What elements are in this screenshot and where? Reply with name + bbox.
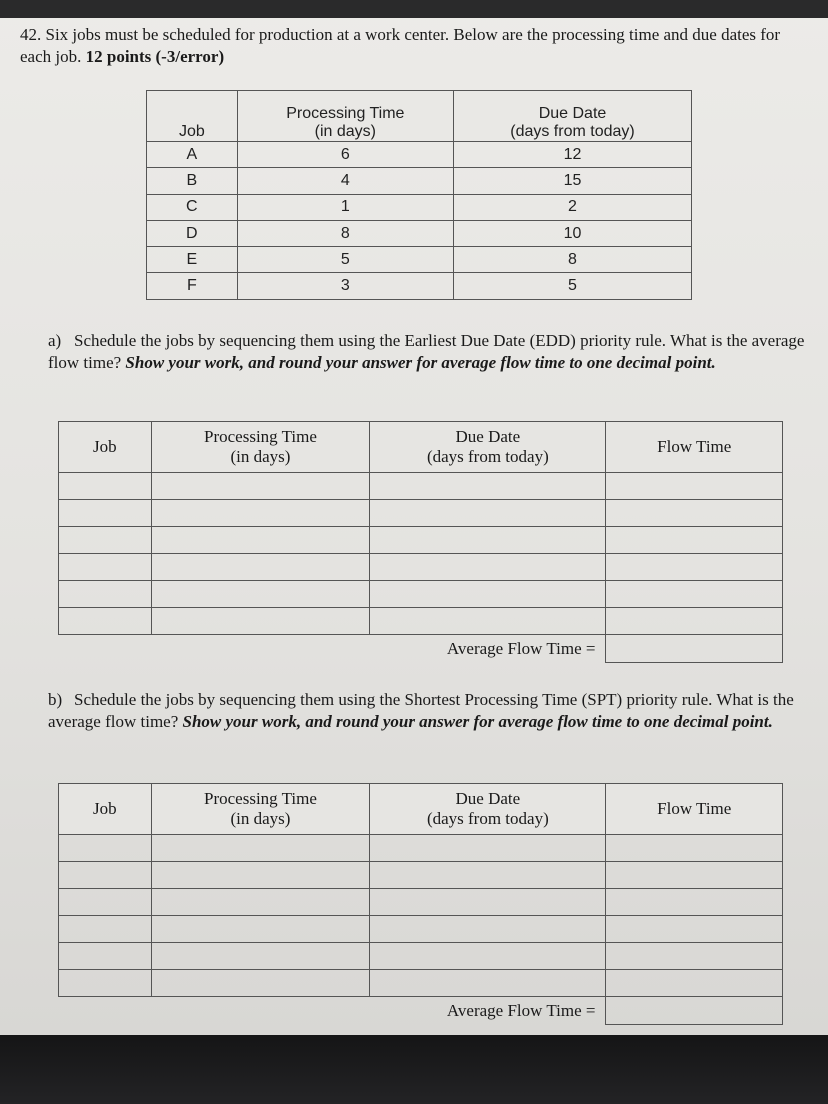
edd-header-due: Due Date (days from today)	[370, 422, 606, 473]
due-entry[interactable]	[370, 473, 606, 500]
processing-entry[interactable]	[151, 554, 369, 581]
edd-header-job: Job	[59, 422, 152, 473]
processing-entry[interactable]	[151, 581, 369, 608]
part-a-label: a)	[48, 331, 62, 350]
table-row[interactable]	[59, 916, 783, 943]
due-entry[interactable]	[370, 916, 606, 943]
given-header-job: Job	[147, 91, 238, 142]
table-row[interactable]	[59, 608, 783, 635]
due-entry[interactable]	[370, 862, 606, 889]
spt-table-header	[59, 784, 783, 835]
question-intro	[20, 24, 810, 68]
edd-header-processing: Processing Time (in days)	[151, 422, 369, 473]
edd-average-row	[59, 635, 783, 663]
processing-entry[interactable]	[151, 970, 369, 997]
job-cell: D	[147, 220, 238, 246]
table-row[interactable]	[59, 889, 783, 916]
processing-entry[interactable]	[151, 527, 369, 554]
table-row	[147, 273, 692, 299]
part-a-emphasis: Show your work, and round your answer for average flow time to one decimal point.	[125, 353, 716, 372]
table-row	[147, 142, 692, 168]
part-a-prompt	[48, 330, 818, 374]
job-cell: F	[147, 273, 238, 299]
part-b-text: Schedule the jobs by sequencing them using the Shortest Processing Time (SPT) priority rule. What is the average flow time?	[48, 690, 794, 731]
processing-entry[interactable]	[151, 862, 369, 889]
due-cell: 5	[453, 273, 691, 299]
given-table-header	[147, 91, 692, 142]
table-row[interactable]	[59, 835, 783, 862]
flow-entry[interactable]	[606, 835, 783, 862]
edd-table-header	[59, 422, 783, 473]
flow-entry[interactable]	[606, 473, 783, 500]
processing-entry[interactable]	[151, 608, 369, 635]
due-cell: 15	[453, 168, 691, 194]
due-entry[interactable]	[370, 500, 606, 527]
processing-entry[interactable]	[151, 943, 369, 970]
given-header-due: Due Date (days from today)	[453, 91, 691, 142]
question-intro-text: 42. Six jobs must be scheduled for production at a work center. Below are the processing time and due dates for each job.	[20, 25, 781, 66]
edd-average-label: Average Flow Time =	[59, 635, 606, 663]
processing-cell: 8	[237, 220, 453, 246]
spt-average-label: Average Flow Time =	[59, 997, 606, 1025]
job-entry[interactable]	[59, 608, 152, 635]
job-entry[interactable]	[59, 500, 152, 527]
due-entry[interactable]	[370, 970, 606, 997]
table-row[interactable]	[59, 500, 783, 527]
job-cell: B	[147, 168, 238, 194]
question-points: 12 points (-3/error)	[85, 47, 225, 66]
job-entry[interactable]	[59, 554, 152, 581]
table-row	[147, 168, 692, 194]
processing-cell: 4	[237, 168, 453, 194]
processing-entry[interactable]	[151, 889, 369, 916]
due-cell: 8	[453, 247, 691, 273]
part-a-text: Schedule the jobs by sequencing them using the Earliest Due Date (EDD) priority rule. What is the average flow time?	[48, 331, 805, 372]
monitor-top-edge	[0, 0, 828, 18]
flow-entry[interactable]	[606, 500, 783, 527]
spt-header-processing: Processing Time (in days)	[151, 784, 369, 835]
due-entry[interactable]	[370, 581, 606, 608]
given-jobs-table	[146, 90, 692, 300]
due-entry[interactable]	[370, 608, 606, 635]
table-row[interactable]	[59, 554, 783, 581]
processing-cell: 5	[237, 247, 453, 273]
spt-answer-table	[58, 783, 783, 1025]
table-row[interactable]	[59, 970, 783, 997]
table-row[interactable]	[59, 581, 783, 608]
edd-average-value[interactable]	[606, 635, 783, 663]
processing-cell: 1	[237, 194, 453, 220]
job-entry[interactable]	[59, 943, 152, 970]
part-b-prompt	[48, 689, 818, 733]
flow-entry[interactable]	[606, 889, 783, 916]
due-entry[interactable]	[370, 889, 606, 916]
job-cell: A	[147, 142, 238, 168]
processing-entry[interactable]	[151, 916, 369, 943]
processing-cell: 6	[237, 142, 453, 168]
table-row	[147, 194, 692, 220]
due-entry[interactable]	[370, 943, 606, 970]
due-cell: 10	[453, 220, 691, 246]
edd-answer-table	[58, 421, 783, 663]
flow-entry[interactable]	[606, 970, 783, 997]
job-entry[interactable]	[59, 473, 152, 500]
flow-entry[interactable]	[606, 527, 783, 554]
job-cell: E	[147, 247, 238, 273]
job-entry[interactable]	[59, 835, 152, 862]
spt-average-row	[59, 997, 783, 1025]
monitor-bottom-bezel	[0, 1035, 828, 1104]
edd-header-flow: Flow Time	[606, 422, 783, 473]
flow-entry[interactable]	[606, 608, 783, 635]
spt-average-value[interactable]	[606, 997, 783, 1025]
job-entry[interactable]	[59, 581, 152, 608]
job-entry[interactable]	[59, 889, 152, 916]
processing-entry[interactable]	[151, 500, 369, 527]
flow-entry[interactable]	[606, 916, 783, 943]
table-row[interactable]	[59, 862, 783, 889]
due-cell: 12	[453, 142, 691, 168]
table-row	[147, 220, 692, 246]
part-b-label: b)	[48, 690, 63, 709]
part-b-emphasis: Show your work, and round your answer for average flow time to one decimal point.	[182, 712, 773, 731]
flow-entry[interactable]	[606, 943, 783, 970]
due-entry[interactable]	[370, 554, 606, 581]
job-entry[interactable]	[59, 527, 152, 554]
spt-header-due: Due Date (days from today)	[370, 784, 606, 835]
table-row[interactable]	[59, 943, 783, 970]
due-cell: 2	[453, 194, 691, 220]
table-row	[147, 247, 692, 273]
spt-header-job: Job	[59, 784, 152, 835]
spt-header-flow: Flow Time	[606, 784, 783, 835]
job-entry[interactable]	[59, 916, 152, 943]
flow-entry[interactable]	[606, 862, 783, 889]
flow-entry[interactable]	[606, 554, 783, 581]
job-entry[interactable]	[59, 970, 152, 997]
due-entry[interactable]	[370, 835, 606, 862]
given-header-processing: Processing Time (in days)	[237, 91, 453, 142]
job-entry[interactable]	[59, 862, 152, 889]
job-cell: C	[147, 194, 238, 220]
flow-entry[interactable]	[606, 581, 783, 608]
due-entry[interactable]	[370, 527, 606, 554]
processing-entry[interactable]	[151, 835, 369, 862]
processing-entry[interactable]	[151, 473, 369, 500]
table-row[interactable]	[59, 473, 783, 500]
table-row[interactable]	[59, 527, 783, 554]
processing-cell: 3	[237, 273, 453, 299]
